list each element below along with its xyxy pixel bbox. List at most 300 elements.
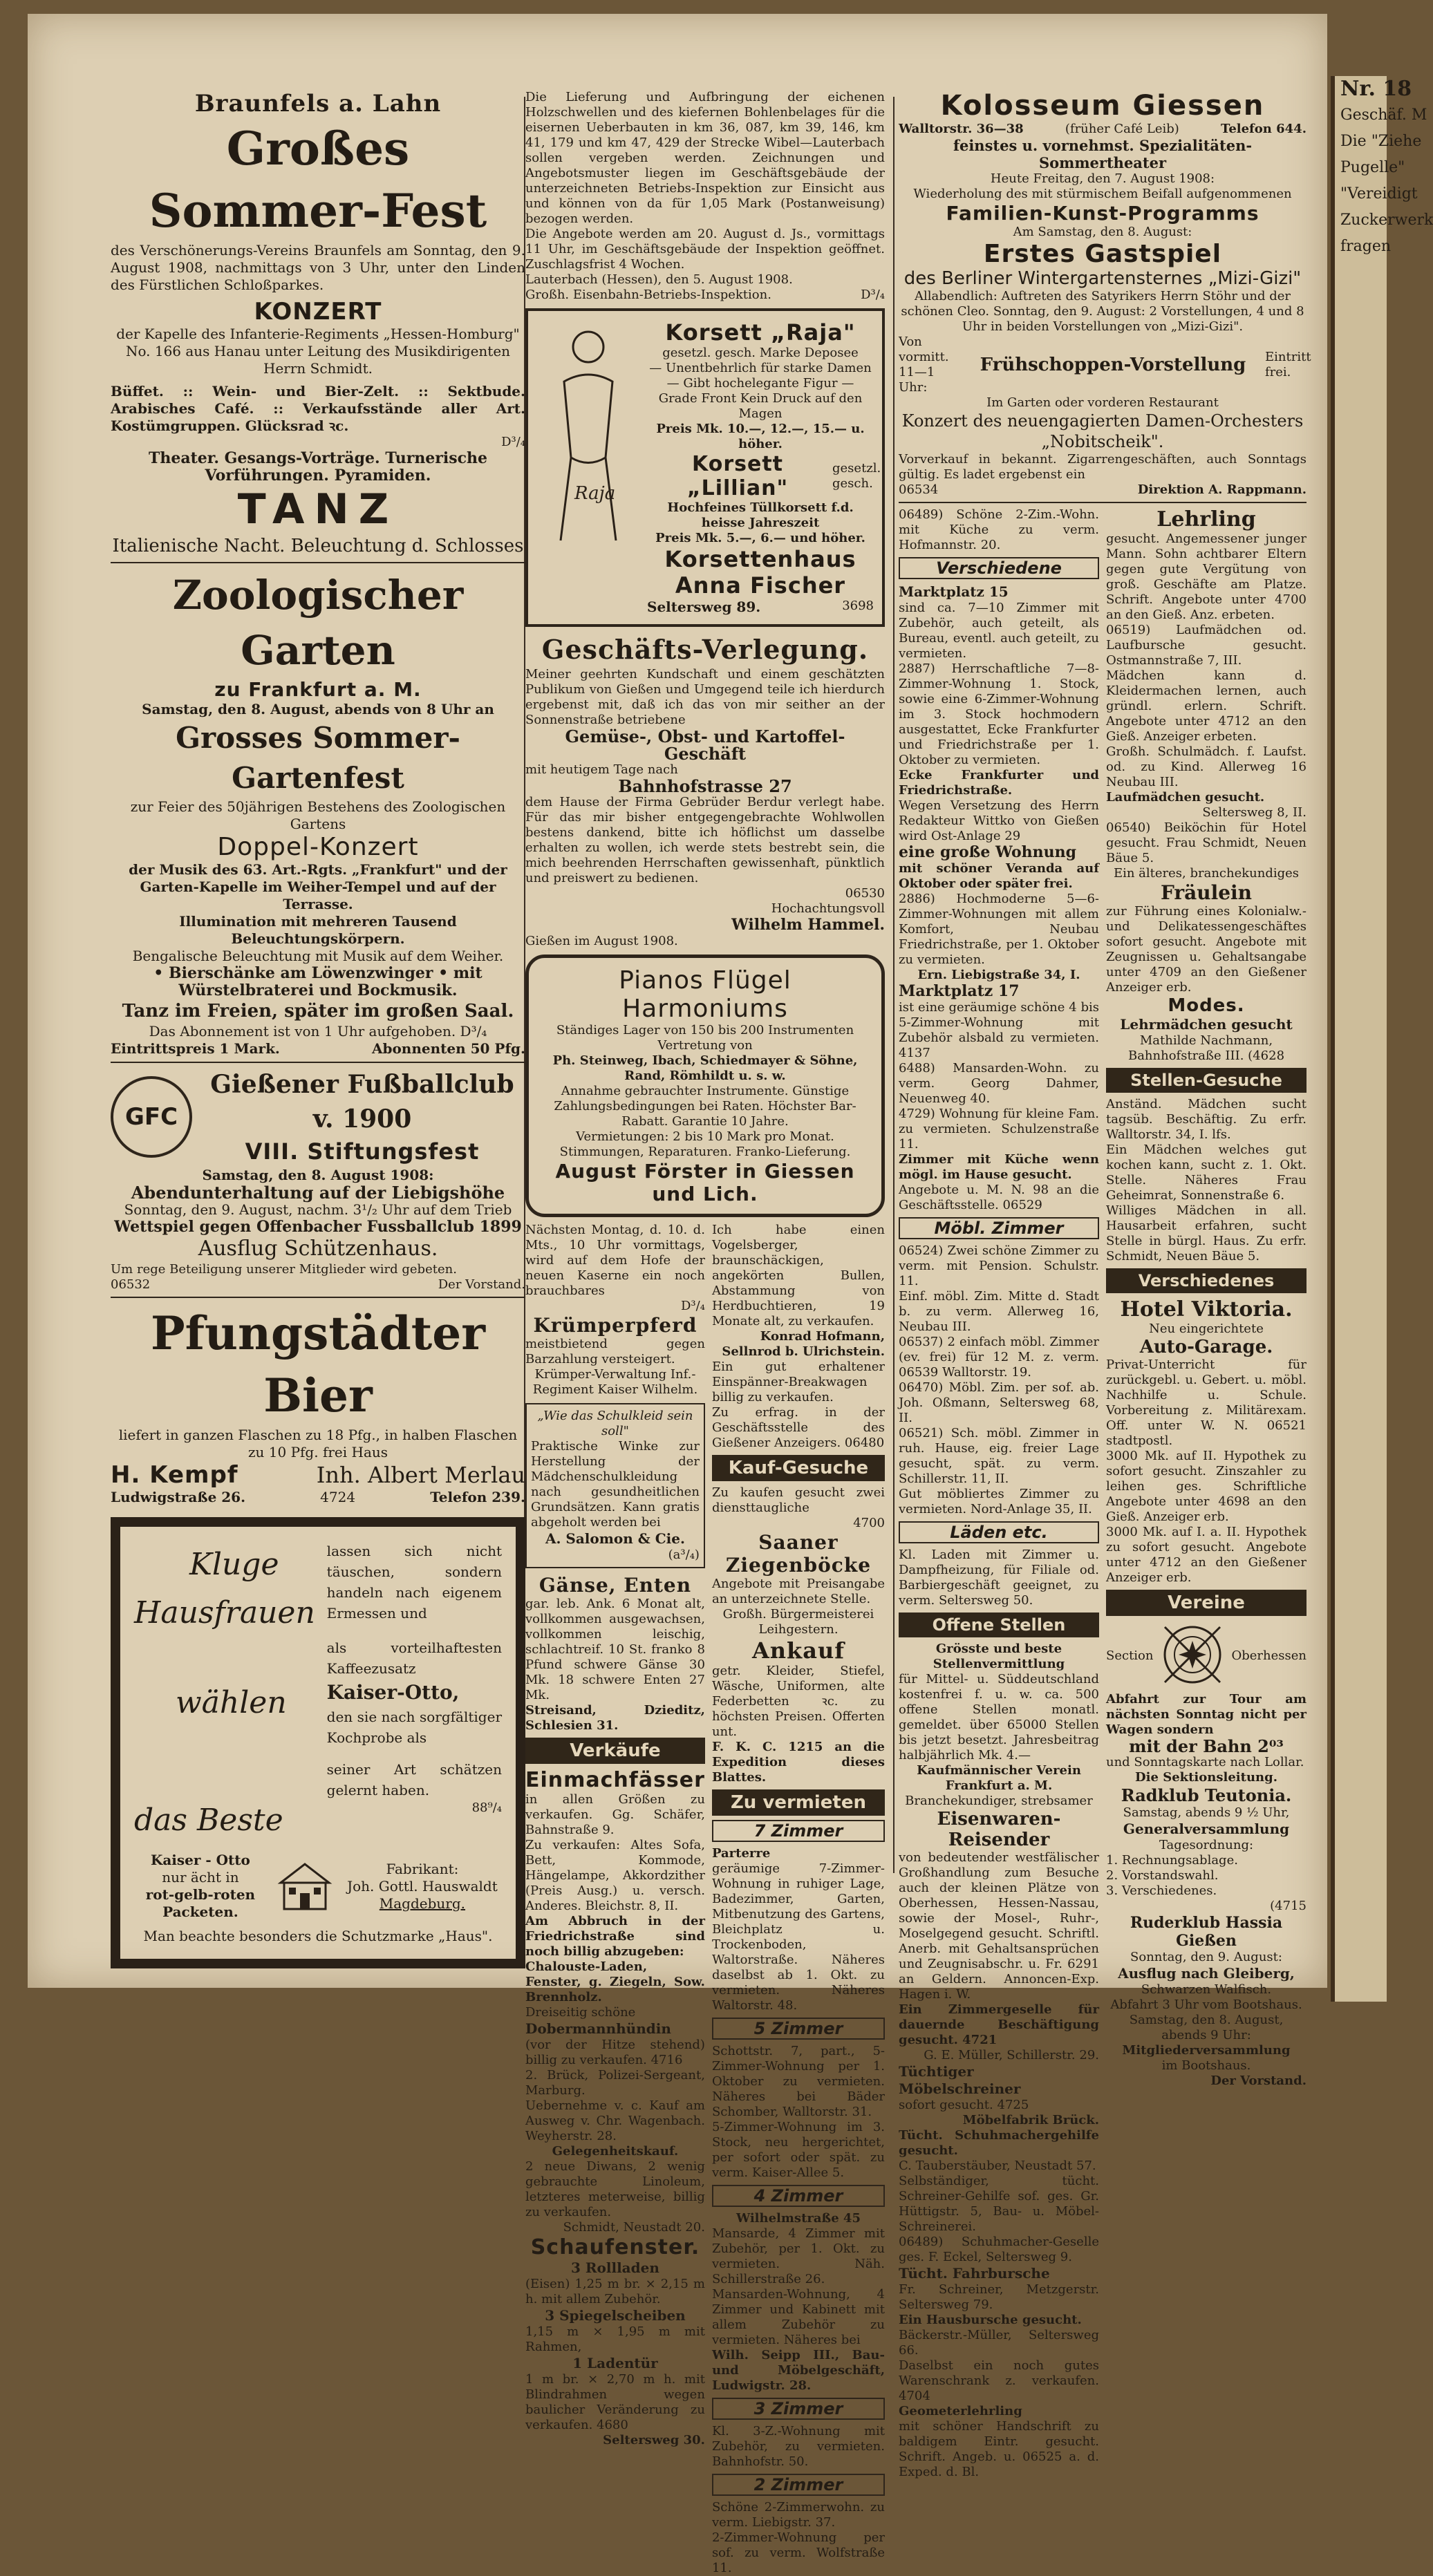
- markt-t: sind ca. 7—10 Zimmer mit Zubehör, auch geteilt, als Bureau, eventl. auch geteilt, zu vermieten.: [899, 601, 1099, 661]
- dober: Dobermannhündin: [525, 2020, 671, 2037]
- sektion: Die Sektionsleitung.: [1135, 1770, 1277, 1785]
- ad-code: 4700: [853, 1516, 885, 1530]
- parterre-t: geräumige 7-Zimmer-Wohnung in ruhiger Lage, Badezimmer, Garten, Mitbenutzung des Gartens, Bleichplatz u. Trockenboden, Waltorstraße. Näheres daselbst ab 1. Okt. zu vermieten. Näheres Waltorstr. 48.: [711, 1861, 885, 2013]
- zimmer-ges: Ein Zimmergeselle für dauernde Beschäftigung gesucht. 4721: [899, 2002, 1099, 2047]
- ad-code: (4715: [1270, 1899, 1306, 1913]
- kluge: Kluge: [189, 1547, 279, 1582]
- schuh: Tücht. Schuhmachergehilfe gesucht.: [899, 2128, 1099, 2158]
- einmach-t: in allen Größen zu verkaufen. Gg. Schäfer, Bahnstraße 9.: [525, 1792, 705, 1837]
- label-7-zimmer: 7 Zimmer: [712, 1820, 885, 1842]
- fraeulein: Fräulein: [1160, 881, 1253, 904]
- schuh-t: C. Tauberstäuber, Neustadt 57.: [899, 2159, 1096, 2173]
- sf-t7: Seltersweg 30.: [603, 2433, 705, 2447]
- a2: 2887) Herrschaftliche 7—8-Zimmer-Wohnung 1. Stock, sowie eine 6-Zimmer-Wohnung im 3. Stock hochmodern ausgestattet, Ecke Frankfurter und Friedrichstraße per 1. Oktober zu vermieten.: [899, 661, 1099, 767]
- kauf-t: Zu kaufen gesucht zwei diensttaugliche: [711, 1485, 885, 1515]
- column-rule: [893, 97, 895, 1873]
- zoo-feier: zur Feier des 50jährigen Bestehens des Zoologischen Gartens: [130, 798, 506, 832]
- a-left1: Nächsten Montag, d. 10. d. Mts., 10 Uhr vormittags, wird auf dem Hofe der neuen Kaserne ein noch brauchbares: [525, 1223, 705, 1298]
- garten: Im Garten oder vorderen Restaurant: [986, 395, 1219, 410]
- fab-c: Magdeburg.: [379, 1895, 466, 1912]
- konzert-heading: KONZERT: [254, 298, 382, 326]
- ko-l4: Packeten.: [162, 1903, 238, 1920]
- sub-col-right: [712, 1223, 885, 2576]
- label-laeden: Läden etc.: [899, 1521, 1099, 1543]
- fb-wett: Wettspiel gegen Offenbacher Fussballclub 1899: [114, 1218, 522, 1236]
- zoo-title: Zoologischer Garten: [172, 572, 464, 674]
- sub-columns: [899, 507, 1306, 2480]
- hoch: Hochachtungsvoll: [771, 901, 885, 916]
- kol-line: feinstes u. vornehmst. Spezialitäten-Sommertheater: [953, 137, 1253, 171]
- kol-footer: [899, 482, 1306, 498]
- zimmer-t: Angebote u. M. N. 98 an die Geschäftsstelle. 06529: [899, 1183, 1099, 1212]
- ausflug: Ausflug nach Gleiberg,: [1118, 1965, 1295, 1982]
- grosse: eine große Wohnung: [899, 843, 1076, 861]
- ankauf-t2: F. K. C. 1215 an die Expedition dieses Blattes.: [711, 1740, 885, 1785]
- edge-line: Geschäf. M: [1340, 106, 1427, 124]
- tages1: 1. Rechnungsablage.: [1106, 1853, 1238, 1868]
- raja-price: Preis Mk. 10.—, 12.—, 15.— u. höher.: [656, 422, 865, 451]
- hotel: Hotel Viktoria.: [1120, 1297, 1293, 1322]
- lillian-row: [647, 452, 881, 500]
- section-verkaeufe: Verkäufe: [525, 1738, 705, 1764]
- sf-t6: 1 m br. × 2,70 m h. mit Blindrahmen wegen baulicher Veränderung zu verkaufen. 4680: [525, 2372, 705, 2432]
- dreiseitig: Dreiseitig schöne: [525, 2005, 636, 2020]
- lief-text3: Lauterbach (Hessen), den 5. August 1908.: [525, 272, 793, 287]
- fb-footer: [111, 1277, 525, 1292]
- lief-text: Die Lieferung und Aufbringung der eichenen Holzschwellen und des kiefernen Bohlenbelages für die eisernen Ueberbauten in km 36, 087, km 39, 146, km 41, 179 und km 47, 429 der Strecke Wibel—Lauterbach sollen vergeben werden. Zeichnungen und Angebotsmuster liegen im Geschäftsgebäude der unterzeichneten Betriebs-Inspektion zur Einsicht aus und können von da für 1,05 Mark (Postanweisung) bezogen werden.: [525, 90, 885, 226]
- dober-t: (vor der Hitze stehend) billig zu verkaufen. 4716: [525, 2038, 705, 2067]
- kauf-t2: Angebote mit Preisangabe an unterzeichnete Stelle.: [711, 1577, 885, 1606]
- grosse-t: mit schöner Veranda auf Oktober oder später frei.: [899, 861, 1099, 891]
- moebelschr-t2: Möbelfabrik Brück.: [962, 2113, 1099, 2127]
- lief-text4: Großh. Eisenbahn-Betriebs-Inspektion.: [525, 288, 771, 302]
- anst: Anständ. Mädchen sucht tagsüb. Beschäftig. Zu erfr. Walltorstr. 34, I. lfs.: [1106, 1097, 1306, 1142]
- mathilde: Mathilde Nachmann, Bahnhofstraße III. (4628: [1127, 1033, 1285, 1063]
- house-trademark-icon: [274, 1859, 336, 1914]
- theater-text: Theater. Gesangs-Vorträge. Turnerische Vorführungen. Pyramiden.: [148, 449, 488, 485]
- selbst: Selbständiger, tücht. Schreiner-Gehilfe sof. ges. Gr. Hüttigstr. 5, Bau- u. Möbel-Schreinerei.: [899, 2174, 1099, 2234]
- rappmann: Direktion A. Rappmann.: [1137, 482, 1306, 497]
- einmach: Einmachfässer: [525, 1768, 705, 1792]
- ankauf-t: getr. Kleider, Stiefel, Wäsche, Uniformen, alte Federbetten ꝛc. zu höchsten Preisen. Offerten unt.: [711, 1664, 885, 1739]
- fb-vorstand: Der Vorstand.: [438, 1277, 525, 1292]
- schuhm2: 06489) Schuhmacher-Geselle ges. F. Eckel, Seltersweg 9.: [899, 2235, 1099, 2264]
- kaiser-footer: [134, 1852, 502, 1921]
- label-4-zimmer: 4 Zimmer: [712, 2185, 885, 2207]
- lillian-p: Preis Mk. 5.—, 6.— und höher.: [655, 531, 865, 545]
- ad-code: D³/₄: [501, 435, 525, 449]
- column-left: [111, 90, 525, 1974]
- hotel-t: Neu eingerichtete: [1149, 1322, 1264, 1336]
- a4b: Ern. Liebigstraße 34, I.: [917, 968, 1080, 982]
- ad-code: (a³/₄): [668, 1548, 700, 1562]
- fab: Fabrikant:: [386, 1860, 459, 1877]
- wie-t: Praktische Winke zur Herstellung der Mädchenschulkleidung nach gesundheitlichen Grundsätzen. Kann gratis abgeholt werden bei: [531, 1439, 700, 1530]
- pianos-t3: Vermietungen: 2 bis 10 Mark pro Monat. Stimmungen, Reparaturen. Franko-Lieferung.: [559, 1129, 851, 1159]
- label-2-zimmer: 2 Zimmer: [712, 2474, 885, 2496]
- section-zuverm: Zu vermieten: [712, 1789, 885, 1816]
- tanz-frei: Tanz im Freien, später im großen Saal.: [122, 1001, 514, 1022]
- das-beste: das Beste: [134, 1803, 283, 1838]
- anna-fischer: Anna Fischer: [675, 572, 846, 599]
- markt: Marktplatz 15: [899, 583, 1009, 600]
- pf-firm: [111, 1461, 525, 1489]
- abbruch-t: Chalouste-Laden, Fenster, g. Ziegeln, Sow. Brennholz.: [525, 1959, 705, 2004]
- berliner: des Berliner Wintergartensternes „Mizi-Gizi": [903, 268, 1302, 289]
- a6: 4729) Wohnung für kleine Fam. zu vermieten. Schulzenstraße 11.: [899, 1107, 1099, 1151]
- abfahrt3: und Sonntagskarte nach Lollar.: [1106, 1755, 1304, 1769]
- section-vereine: Vereine: [1106, 1590, 1306, 1616]
- laufmaed-t: Seltersweg 8, II.: [1202, 805, 1306, 820]
- a-right1b: Konrad Hofmann,: [760, 1329, 885, 1344]
- dober-t2: 2. Brück, Polizei-Sergeant, Marburg.: [525, 2068, 705, 2098]
- kruemper: Krümperpferd: [533, 1314, 697, 1337]
- foerster: August Förster in Giessen und Lich.: [555, 1160, 855, 1205]
- moebelschr: Tüchtiger Möbelschreiner: [899, 2063, 1021, 2097]
- adjacent-page-edge: [1331, 76, 1433, 2002]
- familien: Familien-Kunst-Programms: [946, 202, 1259, 225]
- frueh: Frühschoppen-Vorstellung: [980, 355, 1246, 375]
- ko-l2: nur ächt in: [162, 1869, 239, 1886]
- bengal-text: Bengalische Beleuchtung mit Musik auf dem Weiher.: [132, 948, 504, 964]
- bier-text: • Bierschänke am Löwenzwinger • mit Würstelbraterei und Bockmusik.: [153, 964, 483, 999]
- uebernehme: Uebernehme v. c. Kauf am Ausweg v. Chr. Wagenbach. Weyherstr. 28.: [525, 2098, 705, 2143]
- club-emblem-icon: [1158, 1620, 1227, 1692]
- salomon: A. Salomon & Cie.: [545, 1530, 685, 1547]
- garage: Auto-Garage.: [1139, 1337, 1273, 1357]
- fab-n: Joh. Gottl. Hauswaldt: [347, 1877, 498, 1895]
- a5: 6488) Mansarden-Wohn. zu verm. Georg Dahmer, Neuenweg 40.: [899, 1061, 1099, 1106]
- sub-col-left: [899, 507, 1099, 2480]
- kol-cafe: (früher Café Leib): [1065, 122, 1179, 136]
- gemuese: Gemüse-, Obst- und Kartoffel-Geschäft: [565, 726, 845, 764]
- edge-line: Zuckerwerk: [1340, 211, 1433, 229]
- zoo-fest: Grosses Sommer-Gartenfest: [176, 721, 460, 795]
- edge-line: Die "Ziehe: [1340, 133, 1422, 150]
- lillian-g: gesetzl. gesch.: [832, 461, 881, 491]
- edge-line: fragen: [1340, 238, 1392, 255]
- o1: für Mittel- u. Süddeutschland kostenfrei f. u. w. ca. 500 offene Stellen monatl. gemeldet. über 65000 Stellen bis jetzt besetzt. Jahresbeitrag halbjährlich Mk. 4.—: [899, 1672, 1099, 1762]
- buffet-text: Büffet. :: Wein- und Bier-Zelt. :: Sektbude. Arabisches Café. :: Verkaufsstände aller Art. Kostümgruppen. Glücksrad ꝛc.: [111, 383, 525, 434]
- column-right: [899, 90, 1311, 2480]
- pf-text: liefert in ganzen Flaschen zu 18 Pfg., in halben Flaschen zu 10 Pfg. frei Haus: [118, 1427, 518, 1460]
- bahnhof: Bahnhofstrasse 27: [618, 776, 792, 796]
- gaense: Gänse, Enten: [538, 1574, 692, 1597]
- pianos-t2: Annahme gebrauchter Instrumente. Günstige Zahlungsbedingungen bei Raten. Höchster Bar-Rabatt. Garantie 10 Jahre.: [554, 1084, 856, 1129]
- einsp: Ein gut erhaltener Einspänner-Breakwagen billig zu verkaufen.: [711, 1360, 885, 1404]
- kol-t4: Allabendlich: Auftreten des Satyrikers Herrn Stöhr und der schönen Cleo. Sonntag, den 9. August: 2 Vorstellungen, 4 und 8 Uhr in beiden Vorstellungen von „Mizi-Gizi".: [901, 289, 1304, 334]
- label-5-zimmer: 5 Zimmer: [712, 2018, 885, 2040]
- kaiser-otto-name: Kaiser-Otto,: [326, 1681, 460, 1704]
- section-offene-stellen: Offene Stellen: [899, 1613, 1099, 1637]
- price-row: [111, 1040, 525, 1057]
- ad-code: 3698: [842, 599, 874, 613]
- pianos-f: Ph. Steinweg, Ibach, Schiedmayer & Söhne, Rand, Römhildt u. s. w.: [552, 1053, 858, 1083]
- fb-so: Sonntag, den 9. August, nachm. 3¹/₂ Uhr auf dem Trieb: [124, 1201, 512, 1218]
- wie: „Wie das Schulkleid sein soll": [537, 1409, 693, 1438]
- schaufenster: Schaufenster.: [530, 2235, 700, 2259]
- mans2: Wilh. Seipp III., Bau- und Möbelgeschäft, Ludwigstr. 28.: [711, 2348, 885, 2393]
- z3-t: Kl. 3-Z.-Wohnung mit Zubehör, zu vermieten. Bahnhofstr. 50.: [711, 2424, 885, 2469]
- fraeulein-t: zur Führung eines Kolonialw.- und Delikatessengeschäftes sofort gesucht. Angebote mit Zeugnissen u. Gehaltsangabe unter 4709 an den Gießener Anzeiger erb.: [1106, 904, 1306, 995]
- zoo-date: Samstag, den 8. August, abends von 8 Uhr an: [142, 701, 494, 717]
- divider: [111, 1062, 525, 1063]
- pf-addr: Ludwigstraße 26.: [111, 1489, 246, 1505]
- korsett-ad: [525, 308, 885, 627]
- kt4: seiner Art schätzen gelernt haben.: [326, 1761, 502, 1798]
- sommerfest-text: des Verschönerungs-Vereins Braunfels am Sonntag, den 9. August 1908, nachmittags von 3 Uhr, unter den Linden des Fürstlichen Schloßparkes.: [111, 242, 525, 293]
- damen: Konzert des neuengagierten Damen-Orchesters „Nobitscheik".: [901, 411, 1304, 451]
- lehrling-t: gesucht. Angemessener junger Mann. Sohn achtbarer Eltern gegen gute Vergütung von groß. Geschäfte am Platze. Schrift. Angebote unter 4700 an den Gieß. Anz. erbeten.: [1106, 532, 1306, 622]
- v2: Zu verkaufen: Altes Sofa, Bett, Kommode, Hängelampe, Akkordzither (Preis Ausg.) u. versch. Anderes. Bleichstr. 8, II.: [525, 1838, 705, 1913]
- kol-t2: Wiederholung des mit stürmischem Beifall aufgenommenen: [913, 187, 1292, 201]
- oberhessen-label: Oberhessen: [1231, 1648, 1306, 1663]
- frueh-v: Von vormitt. 11—1 Uhr:: [899, 335, 949, 395]
- gaense-t: gar. leb. Ank. 6 Monat alt, vollkommen ausgewachsen, vollkommen leischig, schlachtreif. 10 St. franko 8 Pfund schwere Gänse 30 Mk. 18 schwere Enten 27 Mk.: [525, 1597, 705, 1702]
- giessen-aug: Gießen im August 1908.: [525, 934, 678, 948]
- fb-fest: VIII. Stiftungsfest: [245, 1138, 480, 1165]
- pianos: Pianos Flügel Harmoniums: [619, 966, 792, 1023]
- sf-t2: (Eisen) 1,25 m br. × 2,15 m h. mit allem Zubehör.: [525, 2277, 705, 2306]
- einsp2: Zu erfrag. in der Geschäftsstelle des Gießener Anzeigers. 06480: [711, 1405, 885, 1450]
- z2-t: Schöne 2-Zimmerwohn. zu verm. Liebigstr. 37.: [711, 2500, 885, 2530]
- sub-col-left: [525, 1223, 705, 2576]
- fahrbursche: Tücht. Fahrbursche: [899, 2265, 1050, 2282]
- m4: 06470) Möbl. Zim. per sof. ab. Joh. Oßmann, Seltersweg 68, II.: [899, 1380, 1099, 1425]
- sf-t4: 1,15 m × 1,95 m mit Rahmen,: [525, 2324, 705, 2354]
- eintritt: Eintrittspreis 1 Mark.: [111, 1040, 280, 1057]
- fahr-t: Fr. Schreiner, Metzgerstr. Seltersweg 79.: [899, 2282, 1099, 2312]
- ad-code: 88⁹/₄: [471, 1801, 502, 1815]
- o2: Branchekundiger, strebsamer: [905, 1794, 1093, 1808]
- corset-figure-icon: [536, 319, 640, 616]
- label-moebl-zimmer: Möbl. Zimmer: [899, 1217, 1099, 1239]
- kaufm: Kaufmännischer Verein Frankfurt a. M.: [917, 1763, 1081, 1793]
- doppel-konzert: Doppel-Konzert: [217, 833, 419, 861]
- samstag: Samstag, den 8. August, abends 9 Uhr:: [1129, 2013, 1284, 2042]
- eisen: Eisenwaren-Reisender: [937, 1809, 1061, 1850]
- fb-title: Gießener Fußballclub v. 1900: [210, 1070, 514, 1134]
- label-3-zimmer: 3 Zimmer: [712, 2398, 885, 2420]
- fabrikant: [343, 1861, 502, 1912]
- fb-rege: Um rege Beteiligung unserer Mitglieder wird gebeten.: [111, 1262, 457, 1277]
- abfahrt: Abfahrt zur Tour am nächsten Sonntag nicht per Wagen sondern: [1106, 1692, 1306, 1737]
- ruder-t: Sonntag, den 9. August:: [1130, 1950, 1282, 1964]
- korsett-raja: Korsett „Raja": [665, 319, 856, 346]
- kolosseum: Kolosseum Giessen: [940, 90, 1265, 122]
- section-verschiedenes: Verschiedenes: [1106, 1268, 1306, 1293]
- frueh-row: [899, 335, 1311, 395]
- fb-ausflug: Ausflug Schützenhaus.: [198, 1237, 438, 1261]
- braunfels-title: Braunfels a. Lahn: [194, 90, 442, 117]
- gelegen: Gelegenheitskauf.: [552, 2144, 679, 2159]
- kt2: als vorteilhaftesten Kaffeezusatz: [326, 1639, 502, 1677]
- pianos-t: Ständiges Lager von 150 bis 200 Instrumenten: [556, 1023, 854, 1037]
- lief-text2: Die Angebote werden am 20. August d. Js., vormittags 11 Uhr, im Geschäftsgebäude der Inspektion geöffnet. Zuschlagsfrist 4 Wochen.: [525, 227, 885, 272]
- zoo-city: zu Frankfurt a. M.: [214, 678, 422, 701]
- ein-maed: Ein Mädchen welches gut kochen kann, sucht z. 1. Okt. Stelle. Näheres Frau Geheimrat, Sonnenstraße 6.: [1106, 1143, 1306, 1203]
- schutz: Man beachte besonders die Schutzmarke „Haus".: [143, 1928, 493, 1944]
- a4: 2886) Hochmoderne 5—6-Zimmer-Wohnungen mit allem Komfort, Neubau Friedrichstraße, per 1. Oktober zu vermieten.: [899, 892, 1099, 967]
- tanz-heading: TANZ: [237, 485, 399, 534]
- vorstand: Der Vorstand.: [1210, 2074, 1306, 2088]
- kol-addr-row: [899, 122, 1306, 137]
- illum-text: Illumination mit mehreren Tausend Beleuchtungskörpern.: [179, 913, 457, 947]
- sf-t1: 3 Rollladen: [571, 2259, 659, 2276]
- abbruch: Am Abbruch in der Friedrichstraße sind noch billig abzugeben:: [525, 1914, 705, 1959]
- z5-t: Schottstr. 7, part., 5-Zimmer-Wohnung per 1. Oktober zu vermieten. Näheres bei Bäder Schomber, Walltorstr. 31.: [711, 2044, 885, 2119]
- willig: Williges Mädchen in all. Hausarbeit erfahren, sucht Stelle in bürgl. Haus. Zu erfr. Schmidt, Neuen Bäue 5.: [1106, 1203, 1306, 1263]
- m6: Gut möbliertes Zimmer zu vermieten. Nord-Anlage 35, II.: [899, 1487, 1099, 1516]
- pf-tel: Telefon 239.: [430, 1489, 525, 1505]
- lillian-t: Hochfeines Tüllkorsett f.d. heisse Jahreszeit: [667, 500, 854, 530]
- zimmer: Zimmer mit Küche wenn mögl. im Hause gesucht.: [899, 1152, 1099, 1182]
- mitglieder: Mitgliederversammlung: [1122, 2043, 1291, 2058]
- haus-t: Bäckerstr.-Müller, Seltersweg 66.: [899, 2328, 1099, 2358]
- maedchen: Mädchen kann d. Kleidermachen lernen, auch gründl. erlern. Schrift. Angebote unter 4712 an den Gieß. Anzeiger erbeten.: [1106, 668, 1306, 744]
- parterre: Parterre: [711, 1846, 771, 1861]
- sf-t5: 1 Ladentür: [572, 2355, 658, 2371]
- a1: 06489) Schöne 2-Zim.-Wohn. mit Küche zu verm. Hofmannstr. 20.: [899, 507, 1099, 552]
- lillian: Korsett „Lillian": [686, 452, 789, 500]
- m3: 06537) 2 einfach möbl. Zimmer (ev. frei) für 12 M. z. verm. 06539 Walltorstr. 19.: [899, 1335, 1099, 1380]
- eisen-t: von bedeutender westfälischer Großhandlung zum Besuche auch der kleinen Plätze von Oberhessen, Hessen-Nassau, sowie der Mosel-, Ruhr-, Moselgegend gesucht. Schriftl. Anerb. mit Gehaltsansprüchen und Zeugnisabschr. u. Fr. 6291 an Geldern. Annoncen-Exp. Hagen i. W.: [899, 1850, 1099, 2002]
- eintritt-frei: Eintritt frei.: [1265, 350, 1311, 379]
- korsettenhaus: Korsettenhaus: [664, 546, 856, 572]
- gelegen-t2: Schmidt, Neustadt 20.: [563, 2220, 705, 2235]
- ad-code: D³/₄: [681, 1299, 705, 1313]
- kol-tel: Telefon 644.: [1220, 122, 1306, 136]
- zimmer-ges2: G. E. Müller, Schillerstr. 29.: [924, 2048, 1099, 2062]
- doppel-text: der Musik des 63. Art.-Rgts. „Frankfurt" und der Garten-Kapelle im Weiher-Tempel und auf der Terrasse.: [129, 861, 507, 912]
- kt3: den sie nach sorgfältiger Kochprobe als: [326, 1709, 502, 1746]
- divider: [899, 502, 1306, 503]
- a-right1c: Sellnrod b. Ulrichstein.: [722, 1344, 885, 1359]
- kol-t5: Vorverkauf in bekannt. Zigarrengeschäften, auch Sonntags gültig. Es ladet ergebenst ein: [899, 452, 1306, 482]
- geometer: Geometerlehrling: [899, 2404, 1022, 2418]
- lauf: 06519) Laufmädchen od. Laufbursche gesucht. Ostmannstraße 7, III.: [1106, 623, 1306, 668]
- fb-abend: Abendunterhaltung auf der Liebigshöhe: [131, 1183, 505, 1203]
- section-stellen-gesuche: Stellen-Gesuche: [1106, 1068, 1306, 1093]
- pianos-ad: [525, 955, 885, 1217]
- wilh: Wilhelmstraße 45: [736, 2211, 861, 2226]
- gesch-text: Meiner geehrten Kundschaft und einem geschätzten Publikum von Gießen und Umgegend teile ich hierdurch ergebenst mit, daß ich das von mir seither an der Sonnenstraße betriebene: [525, 667, 885, 727]
- saaner: Saaner Ziegenböcke: [725, 1531, 872, 1577]
- gesch-text3: dem Hause der Firma Gebrüder Berdur verlegt habe. Für das mir bisher entgegengebrachte Wohlwollen bestens dankend, bitte ich höflichst um dasselbe erhalten zu wollen, ich werde stets bestrebt sein, die mich beehrenden Herrschaften gewissenhaft, pünktlich und preiswert zu bedienen.: [525, 795, 885, 885]
- lehrmaed: Lehrmädchen gesucht: [1120, 1016, 1293, 1033]
- abfahrt-r: Abfahrt 3 Uhr vom Bootshaus.: [1110, 1997, 1302, 2012]
- pf-num: 4724: [320, 1489, 356, 1505]
- korsett-footer: [647, 599, 874, 616]
- streisand: Streisand, Dzieditz, Schlesien 31.: [525, 1703, 705, 1733]
- waehlen: wählen: [176, 1685, 287, 1720]
- raja-t1: gesetzl. gesch. Marke Deposee: [662, 346, 859, 360]
- privat: Privat-Unterricht für zurückgebl. u. Gebert. u. möbl. Nachhilfe u. Schule. Vorbereitung z. Militärexam. Off. unter W. N. 06521 stadtpostl.: [1106, 1357, 1306, 1448]
- aelteres: Ein älteres, branchekundiges: [1113, 866, 1300, 881]
- gelegen-t: 2 neue Diwans, 2 wenig gebrauchte Linoleum, letzteres meterweise, billig zu verkaufen.: [525, 2159, 705, 2219]
- z5-t2: 5-Zimmer-Wohnung im 3. Stock, neu hergerichtet, per sofort oder spät. zu verm. Kaiser-Allee 5.: [711, 2120, 885, 2180]
- gesch-heading: Geschäfts-Verlegung.: [541, 634, 869, 665]
- pianos-v: Vertretung von: [657, 1038, 753, 1053]
- m2: Einf. möbl. Zim. Mitte d. Stadt b. zu verm. Allerweg 16, Neubau III.: [899, 1289, 1099, 1334]
- tages3: 3. Verschiedenes.: [1106, 1883, 1217, 1898]
- kol-addr: Walltorstr. 36—38: [899, 122, 1024, 136]
- konzert-text: der Kapelle des Infanterie-Regiments „Hessen-Homburg" No. 166 aus Hanau unter Leitung des Musikdirigenten Herrn Schmidt.: [116, 326, 520, 377]
- radklub-t: Samstag, abends 9 ½ Uhr,: [1123, 1805, 1290, 1820]
- pf-footer: [111, 1489, 525, 1506]
- a-left1c: Krümper-Verwaltung Inf.-Regiment Kaiser Wilhelm.: [532, 1367, 698, 1397]
- a-left1b: meistbietend gegen Barzahlung versteigert.: [525, 1337, 705, 1366]
- divider: [111, 1297, 525, 1298]
- ad-code: 06530: [845, 886, 885, 901]
- raja-script: Raja: [574, 483, 616, 504]
- ko-package: [134, 1852, 267, 1921]
- column-middle: [525, 90, 885, 2576]
- m1: 06524) Zwei schöne Zimmer zu verm. mit Pension. Schulstr. 11.: [899, 1243, 1099, 1288]
- m5: 06521) Sch. möbl. Zimmer in ruh. Hause, eig. freier Lage gesucht, spät. zu verm. Schillerstr. 11, II.: [899, 1426, 1099, 1486]
- ad-code: 06532: [111, 1277, 151, 1292]
- edge-line: Nr. 18: [1340, 77, 1412, 101]
- lehrling: Lehrling: [1156, 507, 1256, 532]
- tages: Tagesordnung:: [1159, 1838, 1254, 1852]
- label-verschiedene: Verschiedene: [899, 557, 1099, 579]
- mans: Mansarden-Wohnung, 4 Zimmer und Kabinett mit allem Zubehör zu vermieten. Näheres bei: [711, 2287, 885, 2347]
- pf-title: Pfungstädter Bier: [151, 1306, 485, 1422]
- haus-t2: Daselbst ein noch gutes Warenschrank z. verkaufen. 4704: [899, 2358, 1099, 2403]
- lief-footer: [525, 288, 885, 303]
- section-label: Section: [1106, 1648, 1154, 1663]
- kol-t1: Heute Freitag, den 7. August 1908:: [990, 171, 1215, 186]
- sf-t3: 3 Spiegelscheiben: [545, 2307, 686, 2324]
- radklub: Radklub Teutonia.: [1121, 1785, 1292, 1805]
- italnacht-text: Italienische Nacht. Beleuchtung d. Schlosses: [112, 536, 524, 556]
- kaiser-otto-ad: [111, 1517, 525, 1968]
- ad-code: D³/₄: [861, 288, 885, 302]
- z2-t2: 2-Zimmer-Wohnung per sof. zu verm. Wolfstraße 11.: [711, 2530, 885, 2575]
- section-kauf: Kauf-Gesuche: [712, 1455, 885, 1481]
- edge-line: Pugelle": [1340, 159, 1405, 176]
- ko-l3: rot-gelb-roten: [145, 1886, 256, 1903]
- groesste: Grösste und beste Stellenvermittlung: [933, 1642, 1065, 1671]
- m3000b: 3000 Mk. auf I. a. II. Hypothek zu sofort gesucht. Angebote unter 4712 an den Gießener Anzeiger erb.: [1106, 1525, 1306, 1585]
- l1: Kl. Laden mit Zimmer u. Dampfheizung, für Filiale od. Barbiergeschäft geeignet, zu verm. Seltersweg 50.: [899, 1548, 1099, 1608]
- kt1: lassen sich nicht täuschen, sondern handeln nach eigenem Ermessen und: [326, 1543, 502, 1621]
- markt17-t: ist eine geräumige schöne 4 bis 5-Zimmer-Wohnung mit Zubehör alsbald zu vermieten. 4137: [899, 1000, 1099, 1060]
- club-logo: GFC: [111, 1076, 192, 1158]
- hausfrauen: Hausfrauen: [134, 1595, 315, 1630]
- haus: Ein Hausbursche gesucht.: [899, 2313, 1082, 2327]
- tages2: 2. Vorstandswahl.: [1106, 1868, 1219, 1883]
- hammel: Wilhelm Hammel.: [731, 916, 885, 934]
- divider: [111, 562, 525, 563]
- ad-code: 06534: [899, 482, 939, 497]
- laufmaed: Laufmädchen gesucht.: [1106, 790, 1265, 805]
- abonnenten: Abonnenten 50 Pfg.: [371, 1040, 525, 1057]
- geometer-t: mit schöner Handschrift zu baldigem Eintr. gesucht. Schrift. Angeb. u. 06525 a. d. Exped. d. Bl.: [899, 2419, 1099, 2479]
- general: Generalversammlung: [1123, 1821, 1290, 1837]
- selters: Seltersweg 89.: [647, 599, 761, 615]
- fussball-header: [111, 1067, 525, 1167]
- erstes: Erstes Gastspiel: [983, 240, 1222, 268]
- a3: Wegen Versetzung des Herrn Redakteur Wittko von Gießen wird Ost-Anlage 29: [899, 798, 1099, 843]
- ausflug-t: Schwarzen Walfisch.: [1141, 1982, 1272, 1997]
- pf-firm1: H. Kempf: [111, 1461, 238, 1489]
- kol-t3: Am Samstag, den 8. August:: [1013, 225, 1192, 239]
- a2b: Ecke Frankfurter und Friedrichstraße.: [899, 768, 1099, 798]
- section-emblem: [1106, 1620, 1306, 1692]
- moebelschr-t: sofort gesucht. 4725: [899, 2098, 1029, 2112]
- m3000: 3000 Mk. auf II. Hypothek zu sofort gesucht. Zinszahler zu leihen ges. Schriftliche Angebote unter 4698 an den Gieß. Anzeiger erb.: [1106, 1449, 1306, 1524]
